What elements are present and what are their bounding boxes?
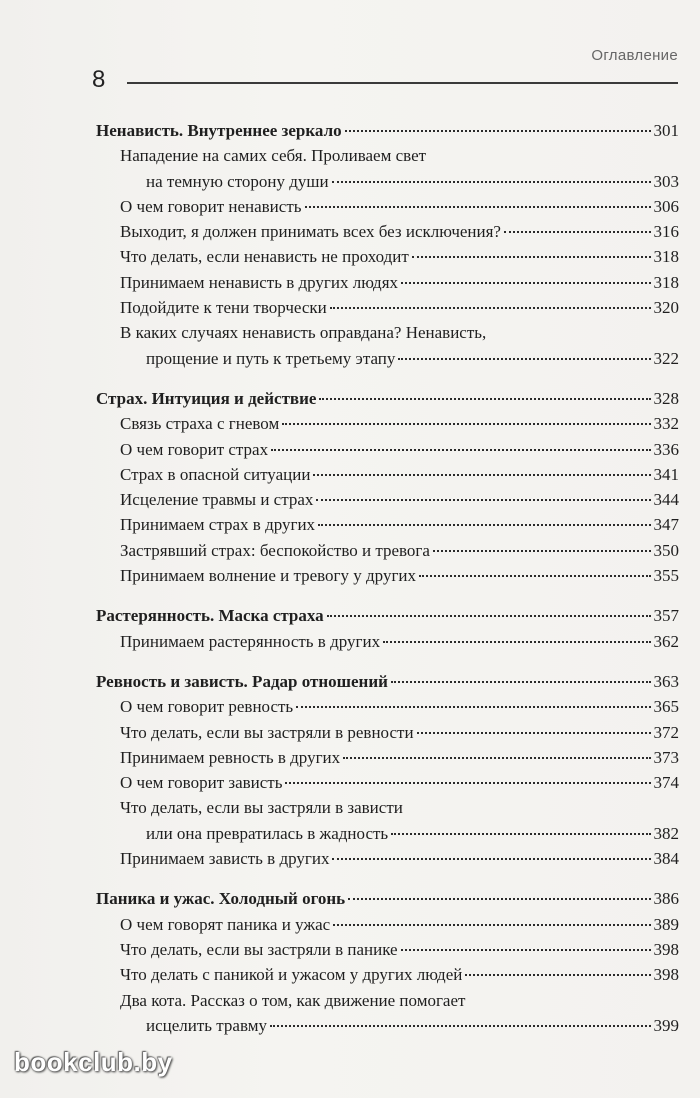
dot-leader <box>345 129 651 132</box>
subsection-title: Подойдите к тени творчески <box>120 298 327 318</box>
toc-subsection-entry[interactable] <box>96 629 679 654</box>
subsection-title: Что делать, если вы застряли в панике <box>120 939 398 959</box>
dot-leader <box>270 1024 651 1027</box>
dot-leader <box>465 973 650 976</box>
subsection-title: на темную сторону души <box>146 171 329 191</box>
toc-subsection-entry[interactable] <box>96 437 679 462</box>
subsection-title: Принимаем растерянность в других <box>120 631 381 651</box>
subsection-title: Принимаем зависть в других <box>120 849 330 869</box>
toc-chapter-entry[interactable] <box>96 386 679 411</box>
toc-subsection-entry[interactable] <box>96 1013 679 1038</box>
chapter-page-number: 386 <box>653 889 679 909</box>
toc-subsection-entry[interactable] <box>96 821 679 846</box>
dot-leader <box>332 180 651 183</box>
dot-leader <box>271 448 650 451</box>
chapter-page-number: 357 <box>653 606 679 626</box>
subsection-title: О чем говорит зависть <box>120 773 283 793</box>
dot-leader <box>504 230 651 233</box>
subsection-page-number: 322 <box>653 348 679 368</box>
toc-subsection-entry[interactable] <box>96 563 679 588</box>
subsection-title: исцелить травму <box>146 1015 267 1035</box>
dot-leader <box>333 923 650 926</box>
subsection-page-number: 362 <box>653 631 679 651</box>
chapter-page-number: 328 <box>653 388 679 408</box>
dot-leader <box>318 523 650 526</box>
dot-leader <box>401 281 650 284</box>
subsection-title: или она превратилась в жадность <box>146 823 389 843</box>
toc-section <box>96 669 679 871</box>
chapter-title: Растерянность. Маска страха <box>96 606 324 626</box>
toc-subsection-entry[interactable] <box>96 538 679 563</box>
subsection-title: Связь страха с гневом <box>120 414 280 434</box>
toc-section <box>96 118 679 371</box>
chapter-page-number: 301 <box>653 121 679 140</box>
toc-subsection-entry[interactable] <box>96 912 679 937</box>
subsection-page-number: 384 <box>653 849 679 869</box>
subsection-title: О чем говорит ненависть <box>120 196 302 216</box>
subsection-page-number: 318 <box>653 272 679 292</box>
subsection-page-number: 372 <box>653 722 679 742</box>
toc-subsection-entry[interactable] <box>96 244 679 269</box>
subsection-title: Выходит, я должен принимать всех без исключения? <box>120 222 501 242</box>
subsection-title-first-line: Два кота. Рассказ о том, как движение помогает <box>120 990 466 1010</box>
dot-leader <box>316 498 650 501</box>
subsection-title: Что делать, если ненависть не проходит <box>120 247 409 267</box>
subsection-page-number: 382 <box>653 823 679 843</box>
page-number: 8 <box>92 66 106 93</box>
dot-leader <box>305 205 651 208</box>
toc-subsection-entry[interactable] <box>96 694 679 719</box>
toc-chapter-entry[interactable] <box>96 603 679 628</box>
toc-subsection-entry[interactable] <box>96 295 679 320</box>
subsection-page-number: 347 <box>653 515 679 535</box>
subsection-page-number: 316 <box>653 222 679 242</box>
dot-leader <box>285 781 650 784</box>
header-rule <box>127 82 678 84</box>
toc-subsection-entry[interactable] <box>96 745 679 770</box>
subsection-page-number: 303 <box>653 171 679 191</box>
chapter-title: Паника и ужас. Холодный огонь <box>96 889 346 909</box>
dot-leader <box>332 857 650 860</box>
subsection-page-number: 355 <box>653 566 679 586</box>
dot-leader <box>319 397 650 400</box>
dot-leader <box>419 574 650 577</box>
toc-subsection-entry[interactable] <box>96 770 679 795</box>
toc-subsection-entry[interactable] <box>96 411 679 436</box>
toc-subsection-entry[interactable] <box>96 219 679 244</box>
dot-leader <box>412 255 651 258</box>
running-head: Оглавление <box>591 47 678 64</box>
dot-leader <box>313 473 650 476</box>
subsection-title-first-line: Что делать, если вы застряли в зависти <box>120 798 403 818</box>
toc-subsection-entry[interactable] <box>96 846 679 871</box>
toc-subsection-entry[interactable] <box>96 962 679 987</box>
toc-subsection-entry[interactable] <box>96 194 679 219</box>
subsection-title: О чем говорят паника и ужас <box>120 914 331 934</box>
subsection-page-number: 398 <box>653 965 679 985</box>
toc-subsection-entry[interactable] <box>96 720 679 745</box>
dot-leader <box>296 705 650 708</box>
subsection-page-number: 389 <box>653 914 679 934</box>
subsection-page-number: 306 <box>653 196 679 216</box>
toc-subsection-entry[interactable] <box>96 937 679 962</box>
dot-leader <box>433 549 651 552</box>
chapter-title: Ревность и зависть. Радар отношений <box>96 671 388 691</box>
toc-subsection-entry[interactable] <box>96 169 679 194</box>
subsection-title: Страх в опасной ситуации <box>120 464 311 484</box>
watermark-logo: bookclub.by <box>14 1047 173 1077</box>
subsection-title: Принимаем страх в других <box>120 515 316 535</box>
subsection-title: Что делать с паникой и ужасом у других людей <box>120 965 463 985</box>
toc-section <box>96 886 679 1038</box>
subsection-title: Принимаем ненависть в других людях <box>120 272 399 292</box>
subsection-title-first-line: В каких случаях ненависть оправдана? Ненависть, <box>120 323 487 343</box>
toc-subsection-entry[interactable] <box>96 512 679 537</box>
toc-section <box>96 603 679 654</box>
chapter-page-number: 363 <box>653 671 679 691</box>
toc-subsection-entry[interactable] <box>96 487 679 512</box>
toc-subsection-entry[interactable] <box>96 346 679 371</box>
toc-section <box>96 386 679 588</box>
dot-leader <box>391 832 650 835</box>
toc-chapter-entry[interactable] <box>96 886 679 911</box>
subsection-title: Принимаем ревность в других <box>120 747 341 767</box>
subsection-page-number: 374 <box>653 773 679 793</box>
subsection-page-number: 365 <box>653 697 679 717</box>
subsection-title: Исцеление травмы и страх <box>120 490 314 510</box>
dot-leader <box>417 731 651 734</box>
subsection-page-number: 332 <box>653 414 679 434</box>
subsection-page-number: 336 <box>653 439 679 459</box>
dot-leader <box>398 357 650 360</box>
subsection-page-number: 344 <box>653 490 679 510</box>
subsection-page-number: 341 <box>653 464 679 484</box>
subsection-page-number: 399 <box>653 1015 679 1035</box>
toc-chapter-entry[interactable] <box>96 669 679 694</box>
subsection-page-number: 373 <box>653 747 679 767</box>
dot-leader <box>391 680 651 683</box>
dot-leader <box>383 640 650 643</box>
subsection-title: прощение и путь к третьему этапу <box>146 348 396 368</box>
subsection-page-number: 320 <box>653 298 679 318</box>
dot-leader <box>343 756 650 759</box>
dot-leader <box>401 948 651 951</box>
table-of-contents <box>96 118 679 1053</box>
subsection-title: Застрявший страх: беспокойство и тревога <box>120 540 430 560</box>
toc-subsection-entry[interactable] <box>96 462 679 487</box>
subsection-title: Принимаем волнение и тревогу у других <box>120 566 417 586</box>
dot-leader <box>327 614 651 617</box>
chapter-title: Ненависть. Внутреннее зеркало <box>96 121 342 140</box>
dot-leader <box>330 306 651 309</box>
toc-chapter-entry[interactable] <box>96 118 679 143</box>
dot-leader <box>348 897 650 900</box>
subsection-title: Что делать, если вы застряли в ревности <box>120 722 414 742</box>
subsection-title: О чем говорит ревность <box>120 697 294 717</box>
dot-leader <box>282 422 650 425</box>
chapter-title: Страх. Интуиция и действие <box>96 388 317 408</box>
toc-subsection-entry[interactable] <box>96 270 679 295</box>
subsection-page-number: 398 <box>653 939 679 959</box>
subsection-page-number: 350 <box>653 540 679 560</box>
subsection-page-number: 318 <box>653 247 679 267</box>
subsection-title: О чем говорит страх <box>120 439 269 459</box>
subsection-title-first-line: Нападение на самих себя. Проливаем свет <box>120 146 427 166</box>
